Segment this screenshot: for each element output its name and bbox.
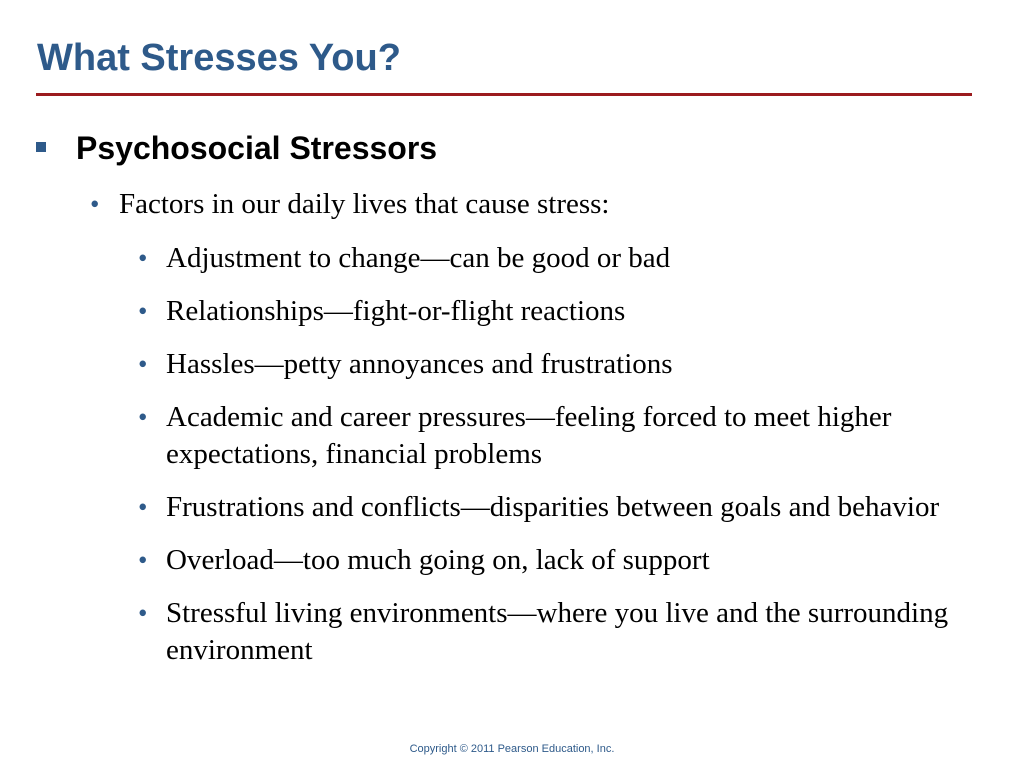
dot-bullet-icon: • bbox=[138, 296, 148, 326]
dot-bullet-icon: • bbox=[138, 598, 148, 628]
list-item bbox=[138, 240, 978, 277]
level2-bullet-item bbox=[90, 186, 609, 222]
list-item-text: Adjustment to change—can be good or bad bbox=[166, 242, 671, 274]
level2-text: Factors in our daily lives that cause stress: bbox=[119, 188, 610, 220]
list-item bbox=[138, 542, 978, 579]
copyright-footer: Copyright © 2011 Pearson Education, Inc. bbox=[409, 743, 615, 755]
list-item-text: Overload—too much going on, lack of support bbox=[166, 544, 710, 576]
dot-bullet-icon: • bbox=[138, 545, 148, 575]
list-item-text: Relationships—fight-or-flight reactions bbox=[166, 295, 626, 327]
dot-bullet-icon: • bbox=[138, 349, 148, 379]
list-item bbox=[138, 399, 978, 473]
list-item bbox=[138, 293, 978, 330]
dot-bullet-icon: • bbox=[138, 402, 148, 432]
dot-bullet-icon: • bbox=[138, 492, 148, 522]
level1-text: Psychosocial Stressors bbox=[76, 130, 438, 166]
title-divider bbox=[36, 93, 972, 96]
level3-bullet-list bbox=[138, 240, 978, 685]
list-item bbox=[138, 489, 978, 526]
list-item-text: Academic and career pressures—feeling forced to meet higher expectations, financial problems bbox=[166, 401, 892, 470]
list-item bbox=[138, 595, 978, 669]
slide-title: What Stresses You? bbox=[37, 37, 401, 79]
level1-bullet-item bbox=[36, 128, 437, 168]
square-bullet-icon bbox=[36, 142, 46, 152]
dot-bullet-icon: • bbox=[90, 189, 100, 219]
list-item bbox=[138, 346, 978, 383]
list-item-text: Hassles—petty annoyances and frustrations bbox=[166, 348, 673, 380]
list-item-text: Frustrations and conflicts—disparities between goals and behavior bbox=[166, 491, 940, 523]
list-item-text: Stressful living environments—where you live and the surrounding environment bbox=[166, 597, 949, 666]
dot-bullet-icon: • bbox=[138, 243, 148, 273]
